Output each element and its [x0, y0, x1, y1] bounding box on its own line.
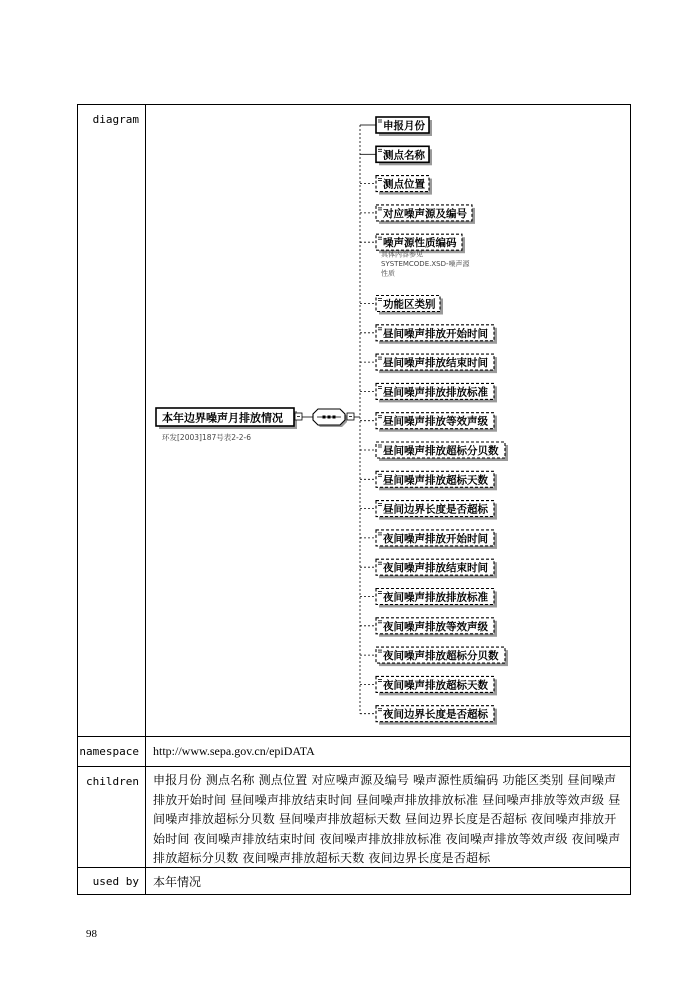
element-label: 夜间噪声排放超标分贝数 [383, 650, 499, 663]
element-label: 昼间噪声排放等效声级 [383, 415, 488, 428]
diagram-label: diagram [78, 105, 146, 736]
element-label: 昼间噪声排放排放标准 [383, 386, 488, 399]
sequence-dot [333, 416, 336, 419]
sequence-dot [323, 416, 326, 419]
element-label: 昼间噪声排放超标天数 [383, 474, 488, 487]
element-label: 夜间边界长度是否超标 [383, 708, 488, 721]
element-note: SYSTEMCODE.XSD-噪声源 [381, 260, 470, 268]
used-by-label: used by [78, 868, 146, 895]
children-label: children [78, 767, 146, 867]
element-label: 夜间噪声排放开始时间 [383, 532, 488, 545]
element-label: 夜间噪声排放超标天数 [383, 679, 488, 692]
children-value: 申报月份 测点名称 测点位置 对应噪声源及编号 噪声源性质编码 功能区类别 昼间噪声排放开始时间 昼间噪声排放结束时间 昼间噪声排放排放标准 昼间噪声排放等效声级 昼间噪声排放超标分贝数 昼间噪声排放超标天数 昼间边界长度是否超标 夜间噪声排放开始时间 夜间噪声排放结束时间 夜间噪声排放排放标准 夜间噪声排放等效声级 夜间噪声排放超标分贝数 夜间噪声排放超标天数 夜间边界长度是否超标 [153, 773, 621, 865]
schema-diagram [147, 105, 631, 735]
element-note: 具体内容参见 [381, 250, 423, 259]
element-label: 申报月份 [383, 120, 425, 132]
diagram-row [78, 105, 630, 736]
element-label: 昼间噪声排放开始时间 [383, 327, 488, 340]
used-by-value: 本年情况 [153, 875, 202, 889]
element-label: 夜间噪声排放排放标准 [383, 591, 488, 604]
element-label: 功能区类别 [383, 298, 436, 311]
page-number: 98 [86, 928, 97, 940]
element-label: 噪声源性质编码 [383, 237, 457, 250]
element-label: 夜间噪声排放结束时间 [383, 562, 488, 575]
element-label: 对应噪声源及编号 [383, 207, 467, 220]
namespace-label: namespace [78, 737, 146, 766]
element-label: 测点名称 [383, 149, 425, 162]
element-label: 昼间噪声排放超标分贝数 [383, 445, 499, 457]
element-label: 昼间边界长度是否超标 [383, 503, 488, 516]
used-by-row [78, 867, 630, 895]
namespace-row [78, 736, 630, 766]
element-label: 夜间噪声排放等效声级 [383, 620, 488, 633]
namespace-value: http://www.sepa.gov.cn/epiDATA [153, 744, 315, 758]
element-note: 性质 [381, 269, 395, 278]
root-note: 环发[2003]187号表2-2-6 [162, 433, 251, 442]
element-label: 昼间噪声排放结束时间 [383, 357, 488, 370]
diagram-cell [147, 105, 630, 736]
sequence-dot [328, 416, 331, 419]
root-element-label: 本年边界噪声月排放情况 [162, 411, 283, 425]
children-row [78, 766, 630, 867]
schema-doc-table [77, 104, 631, 895]
element-label: 测点位置 [383, 178, 425, 191]
